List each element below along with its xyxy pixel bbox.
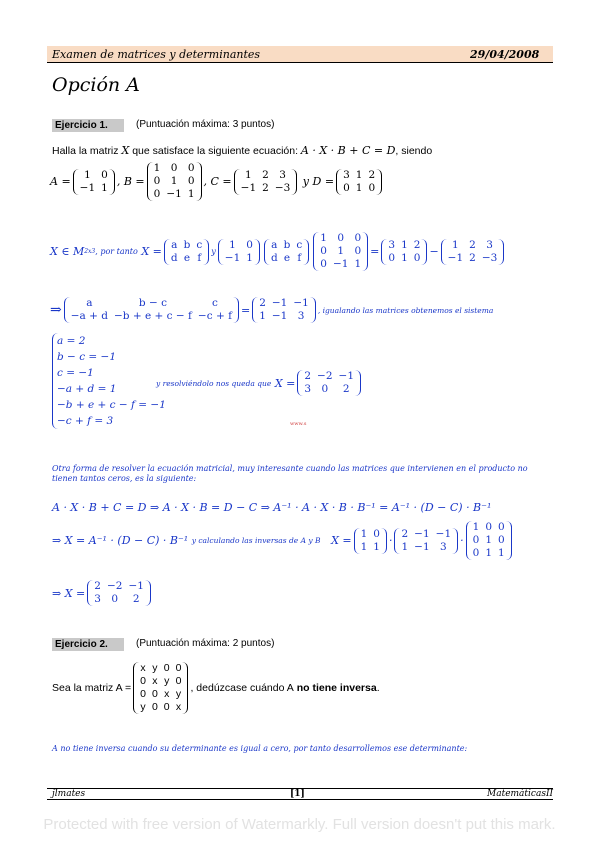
matrix-C: [234, 169, 298, 195]
matrix-cell: 0: [101, 168, 108, 181]
matrix-cell: 1: [355, 181, 363, 194]
matrix-cell: 3: [343, 168, 350, 181]
matrix-cell: 0: [321, 383, 329, 395]
matrix-cell: −c + f: [197, 310, 232, 322]
matrix-cell: 3: [279, 168, 286, 181]
matrix-cell: c: [196, 238, 203, 251]
matrix-cell: −1: [128, 580, 144, 592]
matrix-cell: x: [152, 675, 158, 687]
matrix-X-final: [87, 580, 151, 606]
matrix-A-copy: [218, 239, 260, 265]
matrix-cell: 0: [246, 238, 253, 251]
matrix-cell: c: [296, 238, 303, 251]
header-title: Examen de matrices y determinantes: [52, 48, 261, 61]
matrix-A-inverse: [354, 528, 387, 554]
matrix-cell: −1: [338, 370, 355, 382]
matrix-cell: 0: [373, 527, 380, 540]
matrix-cell: 1: [485, 547, 493, 559]
matrix-cell: b − c: [138, 297, 167, 309]
matrix-cell: 0: [388, 251, 396, 264]
matrix-cell: 1: [246, 251, 253, 264]
matrix-cell: e: [183, 251, 191, 264]
matrix-cell: 1: [360, 540, 368, 553]
matrix-cell: 0: [175, 675, 182, 687]
matrix-cell: 3: [304, 383, 312, 395]
matrix-cell: 0: [498, 534, 505, 546]
matrix-cell: −1: [271, 297, 288, 309]
matrix-cell: 0: [153, 175, 161, 187]
matrix-cell: 0: [472, 547, 480, 559]
matrix-C-copy: [441, 239, 505, 265]
matrix-cell: 3: [440, 540, 447, 553]
matrix-cell: 0: [163, 701, 170, 713]
matrix-cell: 1: [452, 238, 459, 251]
final-result: ⇒ X = 2 −2 −1 3 0 2: [52, 580, 153, 606]
matrix-cell: y: [140, 701, 146, 713]
watermark-text: Protected with free version of Watermarkly. Full version doesn't put this mark.: [43, 816, 556, 833]
matrix-cell: 1: [498, 547, 505, 559]
matrix-cell: 1: [337, 245, 345, 257]
matrix-cell: 1: [320, 232, 327, 244]
matrix-cell: y: [152, 662, 158, 674]
solution-line-1: X ∈ M 2x3 , por tanto X = a b c d e f y 1 0 −1 1 a b c d e f 1 0 0 0 1 0 0 −1 1 = 3 1 2 0 1 0 − 1 2 3 −1 2 −3: [50, 232, 506, 271]
matrix-cell: 0: [337, 232, 345, 244]
matrix-cell: −1: [293, 297, 309, 309]
matrix-cell: c: [212, 297, 218, 309]
matrix-cell: a: [171, 238, 178, 251]
matrix-cell: 0: [368, 181, 376, 194]
matrix-cell: −1: [79, 181, 96, 194]
matrix-cell: d: [170, 251, 178, 264]
matrix-cell: 2: [262, 181, 269, 194]
matrix-cell: −b + e + c − f: [114, 310, 192, 322]
matrix-cell: −1: [414, 540, 430, 553]
matrix-X-generic: [164, 239, 209, 265]
matrix-B-copy: [313, 232, 368, 271]
exercise-1-statement: Halla la matriz X que satisface la siguiente ecuación: A · X · B + C = D, siendo: [52, 144, 433, 157]
matrix-cell: 1: [485, 534, 493, 546]
matrix-cell: 0: [153, 188, 161, 200]
matrix-cell: 1: [472, 521, 480, 533]
matrix-cell: −1: [447, 251, 464, 264]
exercise-1-label: Ejercicio 1.: [52, 119, 124, 132]
matrix-cell: 1: [354, 258, 362, 270]
matrix-cell: 1: [153, 162, 161, 174]
matrix-cell: 3: [486, 238, 493, 251]
matrix-cell: 0: [187, 175, 195, 187]
matrix-cell: 0: [354, 245, 362, 257]
matrix-cell: −3: [274, 181, 291, 194]
matrix-D-minus-C: [394, 528, 458, 554]
other-method-paragraph: Otra forma de resolver la ecuación matricial, muy interesante cuando las matrices que intervienen en el producto no tienen tantos ceros, es la siguiente:: [52, 464, 528, 483]
matrix-cell: 2: [94, 580, 101, 592]
matrix-cell: a: [271, 238, 278, 251]
matrix-cell: 0: [354, 232, 362, 244]
matrix-cell: 0: [170, 162, 178, 174]
matrix-cell: 0: [140, 675, 146, 687]
matrix-cell: 1: [401, 238, 408, 251]
matrix-cell: 1: [373, 540, 380, 553]
matrix-cell: 0: [111, 593, 119, 605]
matrix-cell: b: [283, 238, 291, 251]
matrix-cell: y: [164, 675, 170, 687]
matrix-cell: 1: [170, 175, 178, 187]
matrix-cell: 2: [262, 168, 269, 181]
matrix-cell: −1: [166, 188, 182, 200]
matrix-cell: 0: [320, 258, 327, 270]
matrix-cell: 2: [368, 168, 376, 181]
equation-chain-2: ⇒ X = A⁻¹ · (D − C) · B⁻¹ y calculando las inversas de A y B X = 1 0 1 1 · 2 −1 −1 1 −1 3 · 1 0 0 0 1 0 0 1 1: [52, 521, 514, 560]
matrix-cell: −1: [224, 251, 241, 264]
page-title: Opción A: [52, 74, 140, 96]
matrix-cell: 0: [187, 162, 195, 174]
matrix-cell: 3: [388, 238, 396, 251]
matrix-cell: 2: [132, 593, 140, 605]
matrix-cell: x: [164, 688, 170, 700]
matrix-cell: x: [140, 662, 146, 674]
matrix-cell: 3: [297, 310, 305, 322]
exercise-2-statement: Sea la matriz A = x y 0 0 0 x y 0 0 0 x y y 0 0 x , dedúzcase cuándo A no tiene inversa .: [52, 662, 380, 713]
matrix-X-copy: [264, 239, 309, 265]
matrix-cell: 2: [469, 238, 476, 251]
matrix-cell: 0: [175, 662, 182, 674]
matrix-cell: −3: [481, 251, 498, 264]
exercise-2-points: (Puntuación máxima: 2 puntos): [136, 638, 275, 649]
matrix-B: [147, 162, 202, 201]
matrix-cell: 0: [343, 181, 350, 194]
matrix-cell: 0: [320, 245, 327, 257]
matrix-D: [336, 169, 382, 195]
matrix-cell: 0: [151, 701, 158, 713]
system-result: y resolviéndolo nos queda que X = 2 −2 −1 3 0 2: [156, 370, 363, 396]
matrix-A-4x4: [133, 662, 188, 714]
solution-line-2: ⇒ a b − c c −a + d −b + e + c − f −c + f = 2 −1 −1 1 −1 3 , igualando las matrices obtenemos el sistema: [50, 297, 494, 322]
matrix-expanded: [64, 297, 239, 323]
matrix-cell: a: [86, 297, 93, 309]
matrix-D-copy: [381, 239, 427, 265]
exercise-2-answer: A no tiene inversa cuando su determinante es igual a cero, por tanto desarrollemos ese determinante:: [52, 744, 468, 753]
matrix-cell: 1: [401, 251, 408, 264]
matrix-cell: 0: [151, 688, 158, 700]
footer-subject: MatemáticasII: [487, 789, 554, 799]
matrix-cell: 0: [472, 534, 480, 546]
matrix-cell: 1: [360, 527, 368, 540]
matrix-cell: −1: [435, 527, 452, 540]
matrix-cell: −1: [271, 310, 288, 322]
page-number: [1]: [290, 789, 305, 799]
matrix-cell: 2: [469, 251, 476, 264]
matrix-cell: −1: [332, 258, 349, 270]
matrix-cell: −2: [317, 370, 333, 382]
matrix-cell: y: [175, 688, 182, 700]
matrix-B-inverse: [466, 521, 512, 560]
matrix-cell: f: [197, 251, 202, 264]
matrix-cell: 2: [304, 370, 312, 382]
exercise-1-points: (Puntuación máxima: 3 puntos): [136, 119, 275, 130]
matrix-cell: 3: [94, 593, 101, 605]
tiny-mark: www.s: [290, 421, 307, 427]
matrix-cell: 1: [84, 168, 91, 181]
footer-bottom-rule: [47, 799, 553, 800]
matrix-cell: 1: [355, 168, 363, 181]
matrix-A: [73, 169, 115, 195]
exercise-2-label: Ejercicio 2.: [52, 638, 124, 651]
matrix-cell: b: [183, 238, 191, 251]
matrix-cell: x: [175, 701, 182, 713]
matrix-cell: −2: [106, 580, 123, 592]
matrix-cell: −a + d: [70, 310, 108, 322]
matrix-cell: 0: [485, 521, 493, 533]
header-date: 29/04/2008: [470, 48, 540, 61]
matrix-cell: 1: [401, 540, 409, 553]
matrix-cell: 1: [187, 188, 195, 200]
matrix-cell: 0: [498, 521, 505, 533]
matrix-cell: 1: [229, 238, 236, 251]
matrix-cell: −1: [414, 527, 430, 540]
matrix-cell: e: [283, 251, 291, 264]
matrix-cell: 2: [342, 383, 350, 395]
matrix-rhs: [252, 297, 316, 323]
matrix-cell: 2: [413, 238, 421, 251]
matrix-cell: 1: [245, 168, 252, 181]
matrix-cell: d: [270, 251, 278, 264]
matrix-X-solution: [297, 370, 361, 396]
given-matrices: A = 1 0 −1 1 , B = 1 0 0 0 1 0 0 −1 1 , C = 1 2 3 −1 2 −3 y D = 3 1 2 0 1 0: [50, 162, 384, 201]
matrix-cell: 0: [163, 662, 170, 674]
matrix-cell: 1: [101, 181, 108, 194]
matrix-cell: 2: [401, 527, 409, 540]
matrix-cell: 2: [259, 297, 266, 309]
matrix-cell: 0: [140, 688, 146, 700]
equation-system: a = 2 b − c = −1 c = −1 −a + d = 1 −b + e + c − f = −1 −c + f = 3: [52, 333, 166, 429]
footer-author: jlmates: [52, 789, 86, 799]
matrix-cell: 1: [259, 310, 266, 322]
equation-chain-1: A · X · B + C = D ⇒ A · X · B = D − C ⇒ A⁻¹ · A · X · B · B⁻¹ = A⁻¹ · (D − C) · B⁻¹: [52, 501, 492, 514]
matrix-cell: 0: [413, 251, 421, 264]
matrix-cell: f: [297, 251, 302, 264]
matrix-cell: −1: [240, 181, 257, 194]
